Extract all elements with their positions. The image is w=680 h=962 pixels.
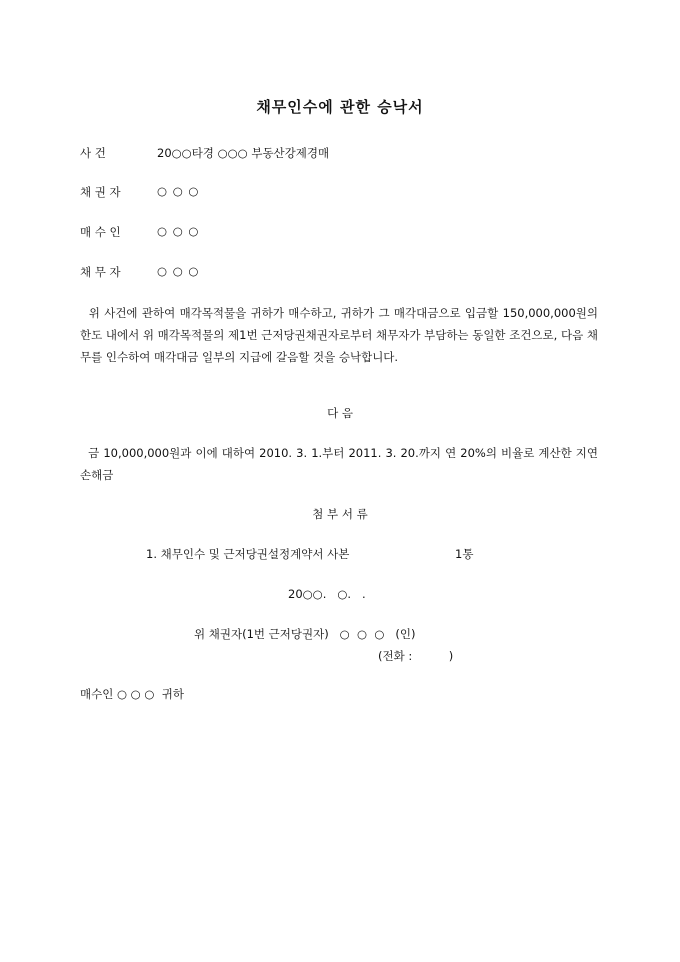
buyer-value: ○ ○ ○ (157, 224, 200, 238)
document-date: 20○○. ○. . (288, 587, 366, 601)
document-title: 채무인수에 관한 승낙서 (256, 98, 424, 116)
phone-line: (전화 : ) (378, 649, 454, 663)
next-heading: 다 음 (327, 406, 353, 420)
consent-paragraph: 위 사건에 관하여 매각목적물을 귀하가 매수하고, 귀하가 그 매각대금으로 입금할 150,000,000원의 한도 내에서 위 매각목적물의 제1번 근저당권채권자로부터 채무자가 부담하는 동일한 조건으로, 다음 채무를 인수하여 매각대금 일부의 지급에 갈음할 것을 승낙합니다. (80, 306, 602, 364)
debt-paragraph: 금 10,000,000원과 이에 대하여 2010. 3. 1.부터 2011. 3. 20.까지 연 20%의 비율로 계산한 지연손해금 (80, 446, 599, 482)
addressee-line: 매수인 ○ ○ ○ 귀하 (80, 687, 184, 701)
case-value: 20○○타경 ○○○ 부동산강제경매 (157, 146, 330, 160)
attachment-count: 1통 (455, 547, 474, 561)
debtor-value: ○ ○ ○ (157, 264, 200, 278)
debtor-label: 채 무 자 (80, 265, 121, 279)
signer-line: 위 채권자(1번 근저당권자) ○ ○ ○ (인) (194, 627, 416, 641)
creditor-value: ○ ○ ○ (157, 184, 200, 198)
case-label: 사 건 (80, 146, 106, 160)
attachment-item: 1. 채무인수 및 근저당권설정계약서 사본 (146, 547, 350, 561)
buyer-label: 매 수 인 (80, 225, 121, 239)
creditor-label: 채 권 자 (80, 185, 121, 199)
attachments-heading: 첨 부 서 류 (312, 507, 368, 521)
